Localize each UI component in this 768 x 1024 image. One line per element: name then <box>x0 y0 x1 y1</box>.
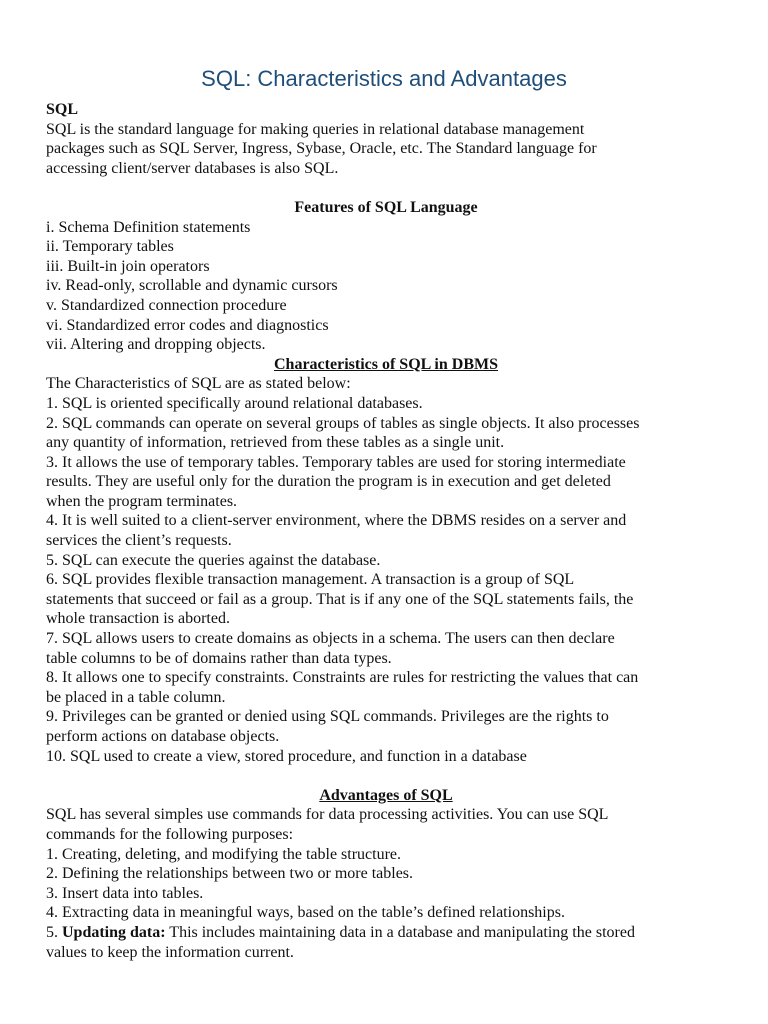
advantages-item-5-prefix: 5. <box>46 923 62 941</box>
feature-item: iii. Built-in join operators <box>46 257 210 275</box>
advantages-item-5-rest: This includes maintaining data in a database and manipulating the stored <box>165 923 635 941</box>
intro-line: SQL is the standard language for making queries in relational database management <box>46 120 585 138</box>
intro-heading: SQL <box>46 101 79 118</box>
feature-item: ii. Temporary tables <box>46 238 174 256</box>
characteristics-line: 8. It allows one to specify constraints. Constraints are rules for restricting the values that can <box>46 669 639 687</box>
advantages-line: 2. Defining the relationships between two or more tables. <box>46 865 414 883</box>
feature-item: vi. Standardized error codes and diagnostics <box>46 316 329 334</box>
characteristics-line: 5. SQL can execute the queries against the database. <box>46 551 381 569</box>
advantages-line: 1. Creating, deleting, and modifying the table structure. <box>46 845 402 863</box>
characteristics-line: 1. SQL is oriented specifically around relational databases. <box>46 394 423 412</box>
spacer <box>46 766 726 786</box>
feature-item: v. Standardized connection procedure <box>46 296 287 314</box>
characteristics-line: The Characteristics of SQL are as stated below: <box>46 375 351 393</box>
document-body <box>46 100 726 962</box>
characteristics-line: when the program terminates. <box>46 492 238 510</box>
characteristics-line: 7. SQL allows users to create domains as objects in a schema. The users can then declare <box>46 630 615 648</box>
characteristics-line: 2. SQL commands can operate on several groups of tables as single objects. It also processes <box>46 414 640 432</box>
characteristics-line: results. They are useful only for the duration the program is in execution and get deleted <box>46 473 611 491</box>
characteristics-line: 9. Privileges can be granted or denied using SQL commands. Privileges are the rights to <box>46 708 609 726</box>
characteristics-line: any quantity of information, retrieved from these tables as a single unit. <box>46 434 505 452</box>
characteristics-line: whole transaction is aborted. <box>46 610 230 628</box>
intro-line: accessing client/server databases is also SQL. <box>46 159 339 177</box>
characteristics-line: 6. SQL provides flexible transaction management. A transaction is a group of SQL <box>46 571 575 589</box>
characteristics-line: 4. It is well suited to a client-server environment, where the DBMS resides on a server and <box>46 512 627 530</box>
advantages-line: 3. Insert data into tables. <box>46 884 204 902</box>
feature-item: iv. Read-only, scrollable and dynamic cursors <box>46 277 338 295</box>
advantages-line: 4. Extracting data in meaningful ways, based on the table’s defined relationships. <box>46 904 565 922</box>
page-title: SQL: Characteristics and Advantages <box>201 66 567 91</box>
feature-item: i. Schema Definition statements <box>46 218 251 236</box>
characteristics-line: statements that succeed or fail as a group. That is if any one of the SQL statements fails, the <box>46 590 634 608</box>
advantages-line: SQL has several simples use commands for data processing activities. You can use SQL <box>46 806 609 824</box>
advantages-item-5 <box>46 923 726 943</box>
characteristics-line: 3. It allows the use of temporary tables. Temporary tables are used for storing intermediate <box>46 453 626 471</box>
intro-line: packages such as SQL Server, Ingress, Sybase, Oracle, etc. The Standard language for <box>46 140 597 158</box>
advantages-line: commands for the following purposes: <box>46 825 294 843</box>
characteristics-line: be placed in a table column. <box>46 688 226 706</box>
characteristics-line: services the client’s requests. <box>46 532 232 550</box>
advantages-item-5-bold: Updating data: <box>62 923 166 941</box>
characteristics-line: perform actions on database objects. <box>46 728 280 745</box>
characteristics-line: 10. SQL used to create a view, stored procedure, and function in a database <box>46 747 527 765</box>
characteristics-heading: Characteristics of SQL in DBMS <box>274 355 498 373</box>
feature-item: vii. Altering and dropping objects. <box>46 336 266 354</box>
features-heading: Features of SQL Language <box>294 198 478 216</box>
advantages-line: values to keep the information current. <box>46 943 294 961</box>
advantages-heading: Advantages of SQL <box>319 786 453 804</box>
spacer <box>46 178 726 198</box>
characteristics-line: table columns to be of domains rather than data types. <box>46 649 392 667</box>
